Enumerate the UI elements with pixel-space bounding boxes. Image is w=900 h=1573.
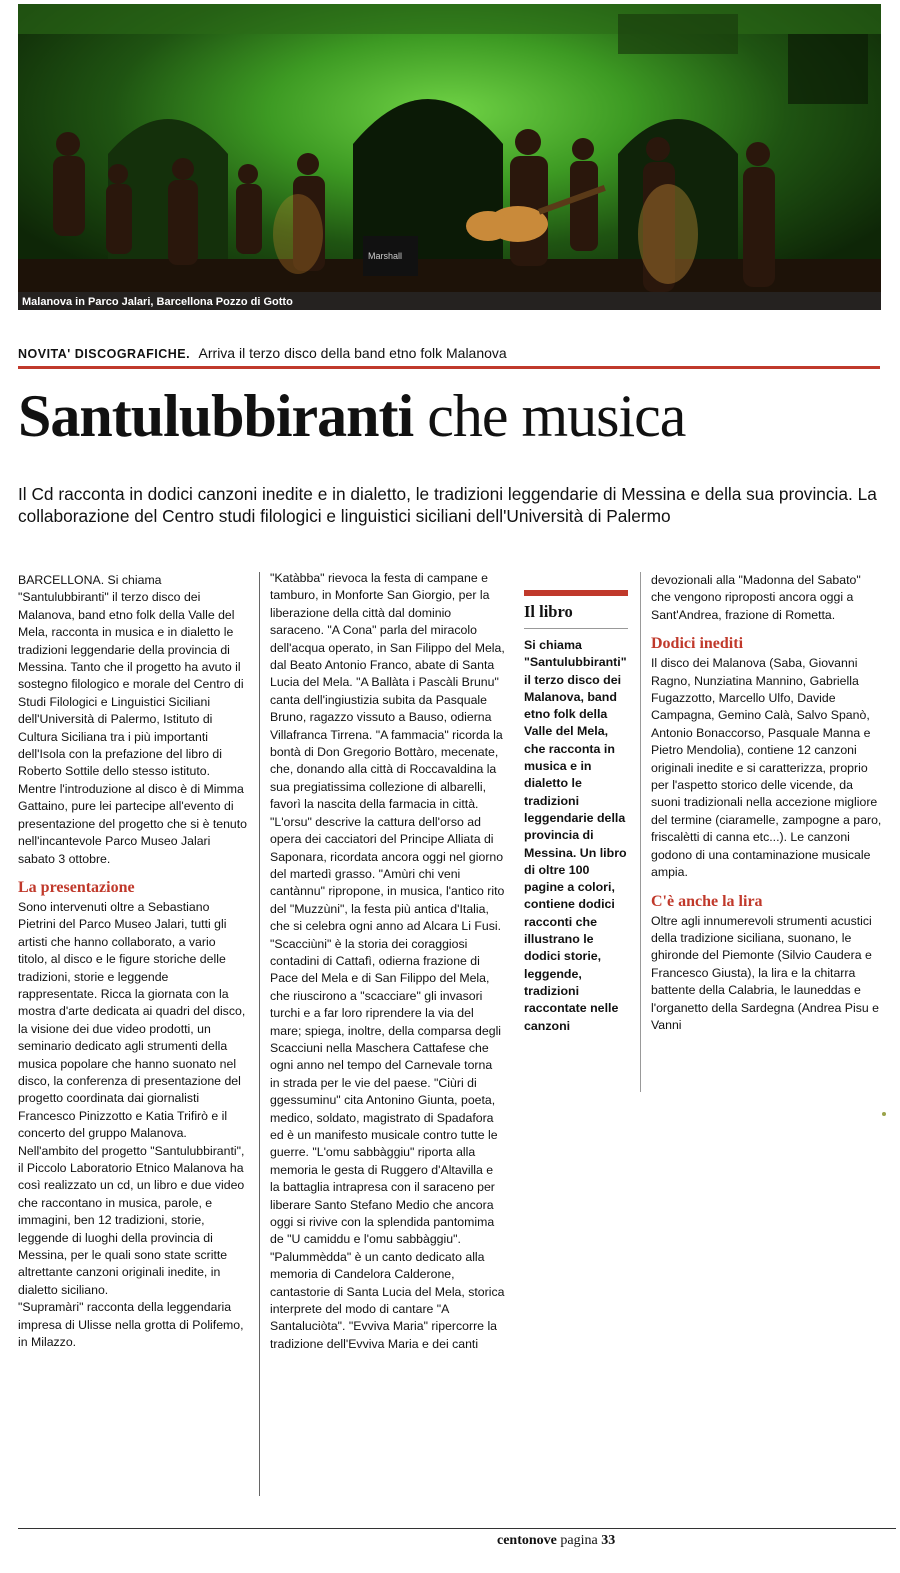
article-column-4	[651, 572, 883, 1034]
subheading-presentazione: La presentazione	[18, 878, 135, 896]
headline	[18, 380, 880, 452]
article-column-1	[18, 572, 248, 1351]
subheading-dodici-inediti: Dodici inediti	[651, 635, 744, 653]
subheading-lira: C'è anche la lira	[651, 892, 763, 910]
photo-caption: Malanova in Parco Jalari, Barcellona Pozzo di Gotto	[22, 296, 293, 308]
paragraph: devozionali alla "Madonna del Sabato" che vengono riproposti ancora oggi a Sant'Andrea, frazione di Rometta.	[651, 573, 861, 622]
paragraph-text: Si chiama "Santulubbiranti" il terzo disco dei Malanova, band etno folk della Valle del Mela, racconta in musica e in dialetto le tradizioni leggendarie della provincia di Messina. Tanto che il progetto ha avuto il sostegno filologico e morale del Centro di Studi Filologici e Linguistici Siciliani dell'Università di Palermo, Istituto di Cultura Siciliana tra i più importanti dell'Isola con la prefazione del libro di Roberto Sottile dello stesso istituto. Mentre l'introduzione al disco è di Mimma Gattaino, pure lei partecipe all'evento di presentazione del progetto che si è tenuto nell'incantevole Parco Museo Jalari sabato 3 ottobre.	[18, 573, 248, 866]
kicker-label: NOVITA' DISCOGRAFICHE.	[18, 347, 191, 361]
concert-illustration	[18, 4, 881, 310]
kicker-text: Arriva il terzo disco della band etno folk Malanova	[198, 345, 507, 361]
sidebar-box	[524, 590, 628, 1035]
decorative-dot	[882, 1112, 886, 1116]
paragraph: Sono intervenuti oltre a Sebastiano Pietrini del Parco Museo Jalari, tutti gli artisti che hanno collaborato, a vario titolo, al disco e le figure storiche delle tradizioni, storie e leggende rappresentate. Ricca la giornata con la mostra d'arte dedicata ai quadri del disco, la visione dei due video prodotti, un seminario dedicato agli strumenti della musica popolare che hanno suonato nel disco, la conferenza di presentazione del progetto coordinata dai giornalisti Francesco Pinizzotto e Katia Trifirò e il concerto del gruppo Malanova.	[18, 899, 246, 1141]
sidebar-accent-bar	[524, 590, 628, 596]
column-divider	[259, 572, 260, 1496]
concert-photo	[18, 4, 881, 310]
sidebar-title: Il libro	[524, 602, 628, 629]
article-column-2	[270, 570, 505, 1353]
column-divider	[640, 572, 641, 1092]
paragraph	[18, 572, 248, 868]
headline-light: che musica	[427, 383, 686, 449]
footer-brand: centonove	[497, 1533, 557, 1548]
paragraph: Oltre agli innumerevoli strumenti acustici della tradizione siciliana, suonano, le ghironde del Piemonte (Silvio Caudera e Francesco Giusta), la lira e la chitarra battente della Calabria, le launeddas e l'organetto della Sardegna (Andrea Pisu e Vanni	[651, 913, 879, 1032]
kicker	[18, 345, 880, 365]
dateline: BARCELLONA.	[18, 573, 105, 587]
headline-bold: Santulubbiranti	[18, 383, 414, 449]
deck-summary: Il Cd racconta in dodici canzoni inedite e in dialetto, le tradizioni leggendarie di Messina e della sua provincia. La collaborazione del Centro studi filologici e linguistici siciliani dell'Università di Palermo	[18, 484, 877, 526]
amp-brand: Marshall	[368, 251, 403, 261]
footer-rule	[18, 1528, 896, 1529]
paragraph: Il disco dei Malanova (Saba, Giovanni Ragno, Nunziatina Mannino, Gabriella Fugazzotto, Marcello Ulfo, Davide Campagna, Gemino Calà, Salvo Spanò, Antonio Bonaccorso, Pasquale Manna e Pietro Mendolia), contiene 12 canzoni originali inedite e si caratterizza, proprio per l'aspetto storico delle vicende, da suoni tradizionali nella accezione migliore del termine (ciaramelle, zampogne a paro, friscalètti di canna etc...). Le canzoni godono di una contaminazione musicale ampia.	[651, 656, 882, 880]
footer-page-number: 33	[601, 1533, 616, 1548]
sidebar-body: Si chiama "Santulubbiranti" il terzo disco dei Malanova, band etno folk della Valle del Mela, che racconta in musica e in dialetto le tradizioni leggendarie della provincia di Messina. Un libro di oltre 100 pagine a colori, contiene dodici racconti che illustrano le dodici storie, leggende, tradizioni raccontate nelle canzoni	[524, 638, 627, 1033]
paragraph: Nell'ambito del progetto "Santulubbiranti", il Piccolo Laboratorio Etnico Malanova ha così realizzato un cd, un libro e due video che raccontano in musica, parole, e immagini, ben 12 tradizioni, storie, leggende di luoghi della provincia di Messina, per le quali sono state scritte altrettante canzoni originali inedite, in dialetto siciliano.	[18, 1143, 245, 1297]
footer-page-word: pagina	[560, 1533, 598, 1548]
kicker-rule	[18, 366, 880, 369]
paragraph: "Katàbba" rievoca la festa di campane e tamburo, in Monforte San Giorgio, per la liberazione della città dal dominio saraceno. "A Cona" parla del miracolo dell'acqua operato, in San Filippo del Mela, dal Beato Antonio Franco, abate di Santa Lucia del Mela. "A Ballàta i Pascàli Brunu" canta dell'ingiustizia subita da Pasquale Bruno, ragazzo vissuto a Bauso, odierna Villafranca Tirrena. "A fammacia" ricorda la bontà di Don Gregorio Bottàro, mecenate, che, donando alla città di Roccavaldina la sua pregiatissima collezione di albarelli, favorì la nascita della farmacia in città. "L'orsu" descrive la cattura dell'orso ad opera dei cacciatori del Principe Alliata di Saponara, ricordata ancora oggi nel giorno del martedì grasso. "Amùri chi veni cantànnu" ripropone, in musica, l'antico rito del "Muzzùni", la festa più antica d'Italia, che si celebra ogni anno ad Alcara Li Fusi. "Scacciùni" è la storia dei coraggiosi contadini di Cattafì, odierna frazione di Pace del Mela e di San Filippo del Mela, che riuscirono a "scacciare" gli invasori turchi e a far loro riprendere la via del mare; spiega, inoltre, della comparsa degli Scacciuni nella Maschera Cattafese che ogni anno nel tempo del Carnevale torna in strada per le vie del paese. "Ciùri di ggessuminu" cita Antonino Giunta, poeta, medico, soldato, magistrato di Spadafora ed è un manifesto musicale contro tutte le guerre. "L'omu sabbàggiu" riporta alla memoria le gesta di Ruggero d'Altavilla e la battaglia intrapresa con il saraceno per liberare Santo Stefano Medio che ancora oggi si rivive con la splendida pantomima de "U camiddu e l'omu sabbàggiu". "Palummèdda" è un canto dedicato alla memoria di Candelora Calderone, cantastorie di Santa Lucia del Mela, storica interprete del modo di cantare "A Santaluciòta". "Evviva Maria" ripercorre la tradizione dell'Evviva Maria e dei canti	[270, 571, 505, 1351]
page-footer	[497, 1533, 615, 1549]
paragraph: "Supramàri" racconta della leggendaria impresa di Ulisse nella grotta di Polifemo, in Milazzo.	[18, 1300, 244, 1350]
